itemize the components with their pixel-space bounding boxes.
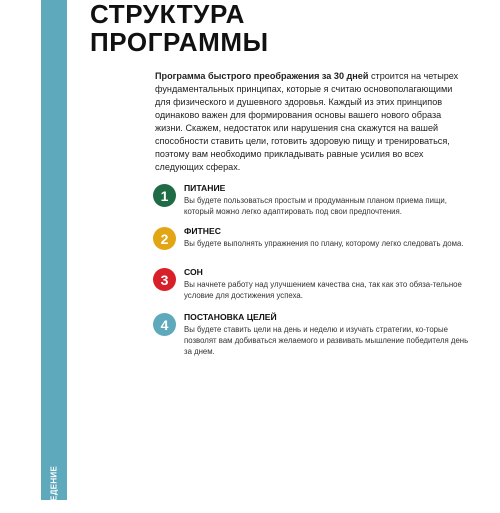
number-badge-2: 2 [153,227,176,250]
principle-name: СОН [184,267,203,277]
principle-name: ПИТАНИЕ [184,183,226,193]
title-line-1: СТРУКТУРА [90,0,245,29]
title-line-2: ПРОГРАММЫ [90,27,269,57]
principle-description: Вы будете пользоваться простым и продуманным планом приема пищи, который можно легко адаптировать под свои предпочтения. [184,196,447,216]
page-title [90,0,269,56]
principle-description: Вы будете ставить цели на день и неделю и изучать стратегии, ко-торые позволят вам добиваться желаемого и развивать мышление победителя день за днем. [184,325,469,356]
intro-bold: Программа быстрого преображения за 30 дней [155,71,369,81]
number-badge-3: 3 [153,268,176,291]
principle-description: Вы начнете работу над улучшением качества сна, так как это обяза-тельное условие для достижения успеха. [184,280,462,300]
section-label: ВВЕДЕНИЕ [49,465,59,513]
number-badge-1: 1 [153,184,176,207]
intro-text: строится на четырех фундаментальных принципах, которые я считаю основополагающими для физического и душевного здоровья. Каждый из этих принципов одинаково важен для формирования основы вашего нового образа жизни. Скажем, недостаток или нарушения сна скажутся на вашей способности ставить цели, готовить здоровую пищу и тренироваться, поэтому вам необходимо прикладывать равные усилия во всех следующих сферах. [155,71,459,172]
number-badge-4: 4 [153,313,176,336]
principle-name: ПОСТАНОВКА ЦЕЛЕЙ [184,312,277,322]
intro-paragraph [155,70,465,174]
principle-name: ФИТНЕС [184,226,221,236]
principle-description: Вы будете выполнять упражнения по плану, которому легко следовать дома. [184,239,464,248]
section-sidebar [41,0,67,500]
